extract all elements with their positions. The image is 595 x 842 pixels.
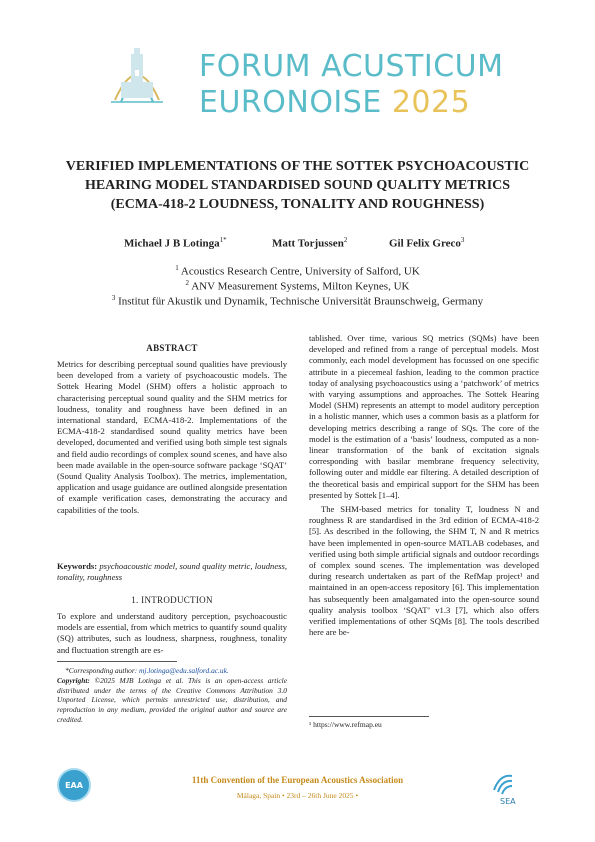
corresponding-footnote xyxy=(57,666,287,725)
author xyxy=(124,236,227,250)
author-name: Matt Torjussen xyxy=(272,237,344,250)
author-sup: 2 xyxy=(343,236,348,244)
paper-title-line: VERIFIED IMPLEMENTATIONS OF THE SOTTEK PSYCHOACOUSTIC xyxy=(65,159,530,174)
author-sup: 1* xyxy=(219,236,227,244)
keywords-label: Keywords: xyxy=(57,561,98,571)
paper-title xyxy=(40,157,555,214)
convention-title: 11th Convention of the European Acoustics Association xyxy=(191,775,404,785)
author-sup: 3 xyxy=(460,236,465,244)
author xyxy=(389,236,464,250)
introduction-paragraph: To explore and understand auditory perception, psychoacoustic models are essential, from which metrics to quantify sound quality (SQ) attributes, such as loudness, sharpness, roughness, tonality and fluctuation strength are es- xyxy=(57,611,287,655)
author-name: Michael J B Lotinga xyxy=(124,237,220,250)
body-paragraph: The SHM-based metrics for tonality T, loudness N and roughness R are standardised in the 3rd edition of ECMA-418-2 [5]. As described in the following, the SHM T, N and R metrics have been implemented in open-source MATLAB codebases, and verified using both simple artificial signals and outdoor recordings of complex sound scenes. The implementation was developed during research undertaken as part of the RefMap project¹ and maintained in an open-access repository [6]. This implementation has subsequently been amalgamated into the open-source sound quality analysis toolbox ‘SQAT’ v1.3 [7], which also offers verified implementations of other SQMs [8]. The tools described here are be- xyxy=(309,504,539,638)
corresponding-email-link[interactable]: : mj.lotinga@edu.salford.ac.uk. xyxy=(134,666,229,675)
logo-euronoise-text: EURONOISE xyxy=(199,85,392,120)
convention-location: Málaga, Spain • 23rd – 26th June 2025 • xyxy=(236,791,359,800)
author xyxy=(272,236,347,250)
keywords xyxy=(57,561,287,583)
affiliation-text: Institut für Akustik und Dynamik, Technische Universität Braunschweig, Germany xyxy=(118,295,484,308)
eaa-logo: EAA xyxy=(57,768,91,802)
affiliation xyxy=(0,294,595,308)
introduction-text xyxy=(57,611,287,656)
sea-logo-icon xyxy=(488,770,524,806)
affiliation-text: Acoustics Research Centre, University of Salford, UK xyxy=(180,265,420,278)
sea-logo-text: SEA xyxy=(500,797,516,806)
paper-title-line: (ECMA-418-2 LOUDNESS, TONALITY AND ROUGHNESS) xyxy=(110,197,485,212)
forum-acusticum-emblem-icon xyxy=(107,40,167,110)
author-name: Gil Felix Greco xyxy=(389,237,461,250)
keywords-text: psychoacoustic model, sound quality metric, loudness, tonality, roughness xyxy=(57,561,287,583)
affiliation-sup: 3 xyxy=(111,294,116,302)
refmap-footnote-link[interactable]: ¹ https://www.refmap.eu xyxy=(309,720,382,729)
footnote-divider xyxy=(309,716,429,717)
logo-forum-acusticum: FORUM ACUSTICUM xyxy=(199,49,504,84)
affiliation-sup: 2 xyxy=(185,279,190,287)
footnote xyxy=(309,720,539,729)
abstract-paragraph: Metrics for describing perceptual sound qualities have previously been developed from a variety of psychoacoustic models. The Sottek Hearing Model (SHM) offers a holistic approach to characterising perceptual sound quality and the SHM metrics for loudness, tonality and roughness have been defined in an international standard, ECMA-418-2. Implementations of the ECMA-418-2 standardised sound quality metrics have been developed, documented and verified using both simple test signals and field audio recordings of complex sound scenes, and have also been made available in the open-source software package ‘SQAT’ (Sound Quality Analysis Toolbox). The metrics, implementation, application and usage guidance are outlined alongside presentation of example verification cases, demonstrating the accuracy and capabilities of the tools. xyxy=(57,359,287,515)
affiliation xyxy=(0,279,595,293)
paper-title-line: HEARING MODEL STANDARDISED SOUND QUALITY METRICS xyxy=(84,178,511,193)
section-heading-introduction: 1. INTRODUCTION xyxy=(131,595,213,605)
body-paragraph: tablished. Over time, various SQ metrics (SQMs) have been developed and refined from a range of perceptual models. Most commonly, each model development has focussed on one specific attribute in a piecemeal fashion, leading to the common practice today of analysing psychoacoustics using a ‘patchwork’ of metrics with varying assumptions and approaches. The Sottek Hearing Model (SHM) represents an attempt to model auditory perception in a holistic manner, which uses a common basis as a platform for developing metrics describing a range of SQs. The core of the model is the estimation of a ‘basis’ loudness, computed as a non-linear transformation of the bank of excitation signals corresponding with basilar membrane frequency selectivity, following outer and middle ear filtering. A detailed description of the theoretical basis and empirical support for the SHM has been presented by Sottek [1–4]. xyxy=(309,333,539,500)
logo-euronoise xyxy=(199,86,470,120)
logo-year: 2025 xyxy=(391,85,471,120)
right-column-text xyxy=(309,333,539,638)
affiliation xyxy=(0,264,595,278)
abstract-heading: ABSTRACT xyxy=(146,343,198,353)
affiliation-sup: 1 xyxy=(175,264,179,272)
abstract-text xyxy=(57,359,287,516)
corresponding-label: *Corresponding author xyxy=(65,666,135,675)
copyright-label: Copyright: xyxy=(57,675,90,685)
copyright-text: ©2025 MJB Lotinga et al. This is an open-access article distributed under the terms of the Creative Commons Attribution 3.0 Unported License, which permits unrestricted use, distribution, and reproduction in any medium, provided the original author and source are credited. xyxy=(57,675,287,724)
footnote-divider xyxy=(57,661,177,662)
affiliation-text: ANV Measurement Systems, Milton Keynes, UK xyxy=(191,280,410,293)
